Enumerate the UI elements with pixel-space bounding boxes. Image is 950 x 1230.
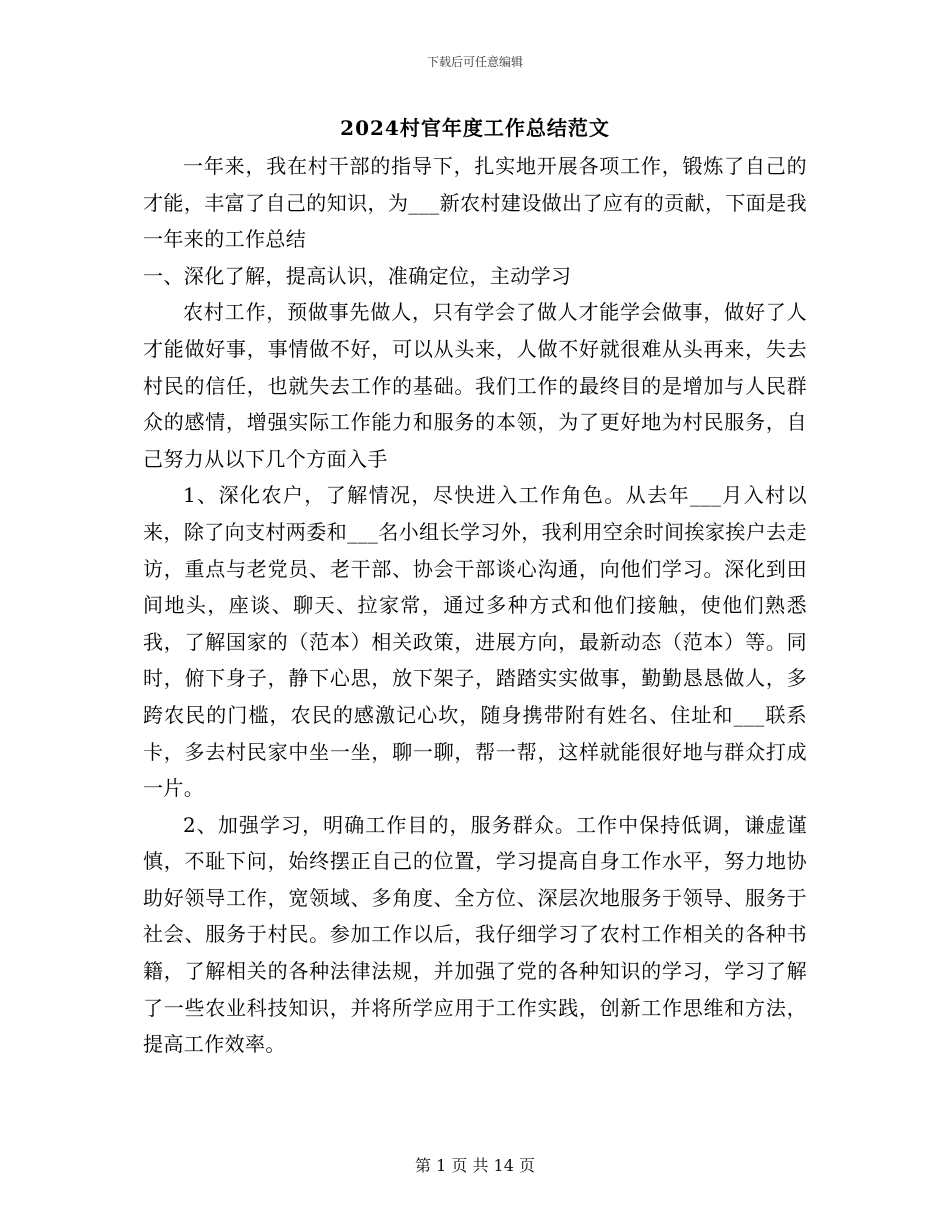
list-item: 1、深化农户，了解情况，尽快进入工作角色。从去年___月入村以来，除了向支村两委和___名小组长学习外，我利用空余时间挨家挨户去走访，重点与老党员、老干部、协会干部谈心沟通，向他们学习。深化到田间地头，座谈、聊天、拉家常，通过多种方式和他们接触，使他们熟悉我，了解国家的（范本）相关政策，进展方向，最新动态（范本）等。同时，俯下身子，静下心思，放下架子，踏踏实实做事，勤勤恳恳做人，多跨农民的门槛，农民的感激记心坎，随身携带附有姓名、住址和___联系卡，多去村民家中坐一坐，聊一聊，帮一帮，这样就能很好地与群众打成一片。 — [143, 483, 807, 801]
section-paragraph: 农村工作，预做事先做人，只有学会了做人才能学会做事，做好了人才能做好事，事情做不好，可以从头来，人做不好就很难从头再来，失去村民的信任，也就失去工作的基础。我们工作的最终目的是增加与人民群众的感情，增强实际工作能力和服务的本领，为了更好地为村民服务，自己努力从以下几个方面入手 — [143, 300, 807, 471]
page-number-footer: 第 1 页 共 14 页 — [415, 1156, 535, 1175]
document-title: 2024村官年度工作总结范文 — [340, 116, 610, 140]
intro-paragraph: 一年来，我在村干部的指导下，扎实地开展各项工作，锻炼了自己的才能，丰富了自己的知识，为___新农村建设做出了应有的贡献，下面是我一年来的工作总结 — [143, 154, 807, 252]
section-heading: 一、深化了解，提高认识，准确定位，主动学习 — [143, 263, 572, 288]
list-item: 2、加强学习，明确工作目的，服务群众。工作中保持低调，谦虚谨慎，不耻下问，始终摆正自己的位置，学习提高自身工作水平，努力地协助好领导工作，宽领域、多角度、全方位、深层次地服务于领导、服务于社会、服务于村民。参加工作以后，我仔细学习了农村工作相关的各种书籍，了解相关的各种法律法规，并加强了党的各种知识的学习，学习了解了一些农业科技知识，并将所学应用于工作实践，创新工作思维和方法，提高工作效率。 — [143, 812, 807, 1057]
header-note: 下载后可任意编辑 — [426, 55, 523, 69]
document-body — [143, 148, 807, 1063]
